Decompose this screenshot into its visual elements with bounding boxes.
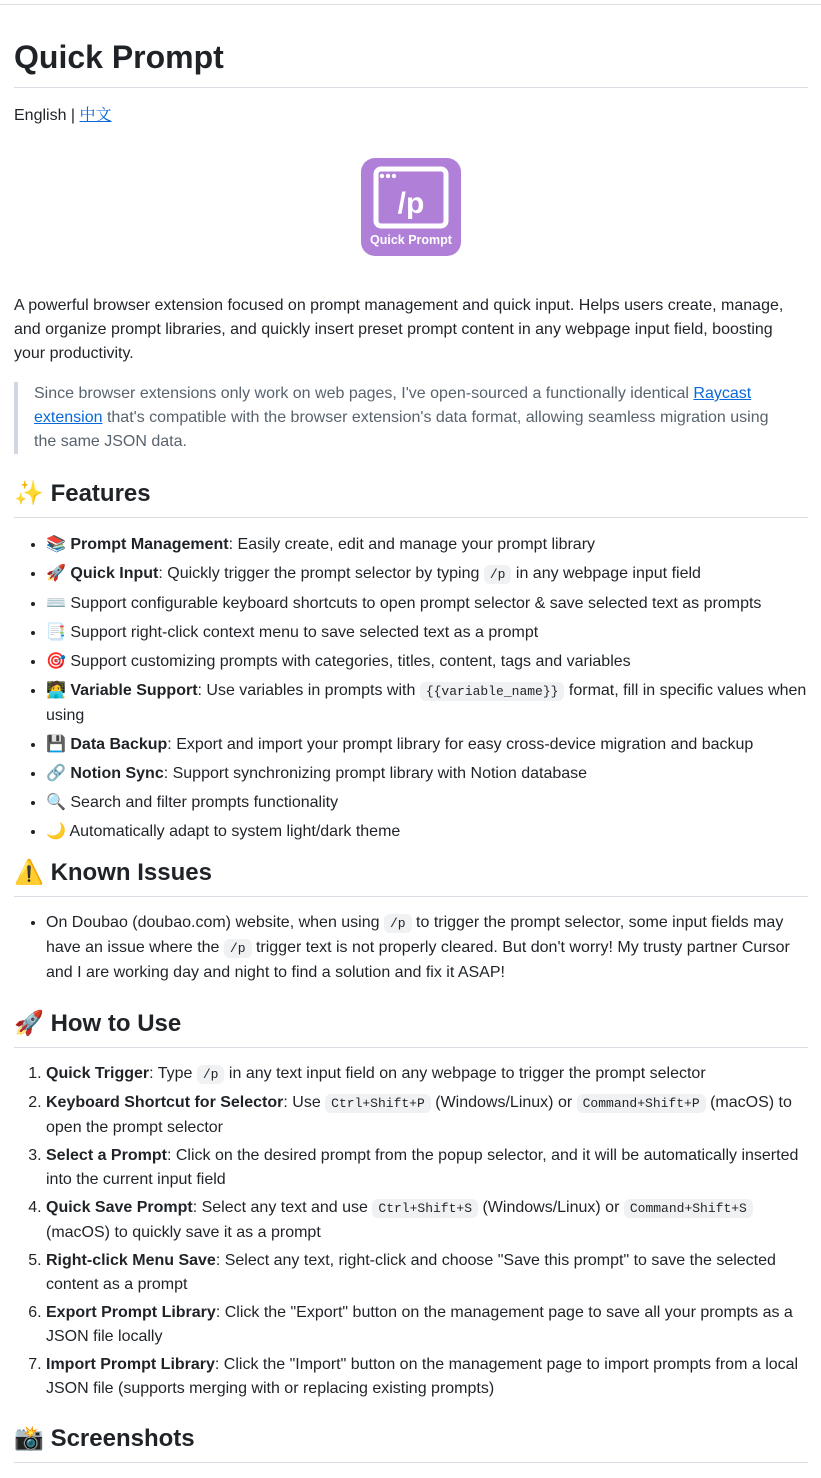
books-icon: 📚 xyxy=(46,534,66,553)
raycast-extension-link[interactable]: Raycast extension xyxy=(34,385,752,426)
top-divider xyxy=(0,4,821,5)
how-to-use-heading-text: How to Use xyxy=(50,1010,182,1037)
bookmark-tabs-icon: 📑 xyxy=(46,622,66,641)
rocket-icon: 🚀 xyxy=(14,1009,44,1037)
description: A powerful browser extension focused on prompt management and quick input. Helps users create, manage, and organize prompt libraries, and quickly insert preset prompt content in any webpage input field, boosting your productivity. xyxy=(14,297,784,362)
list-item: 6. Export Prompt Library: Click the "Export" button on the management page to save all your prompts as a JSON file locally xyxy=(46,1301,808,1349)
magnifier-icon: 🔍 xyxy=(46,792,66,811)
logo-glyph: /p xyxy=(397,187,425,220)
list-item: • ⌨️ Support configurable keyboard shortcuts to open prompt selector & save selected text as prompts xyxy=(46,591,808,616)
lang-separator: | xyxy=(66,107,80,124)
lang-chinese-link[interactable]: 中文 xyxy=(79,107,112,124)
keyboard-icon: ⌨️ xyxy=(46,593,66,612)
how-to-use-heading xyxy=(14,1008,808,1048)
page-title: Quick Prompt xyxy=(14,38,808,88)
sparkles-icon: ✨ xyxy=(14,479,44,507)
list-item: • 🔗 Notion Sync: Support synchronizing prompt library with Notion database xyxy=(46,761,808,786)
list-item: • 🌙 Automatically adapt to system light/dark theme xyxy=(46,819,808,844)
features-heading xyxy=(14,478,808,518)
list-item: • 🚀 Quick Input: Quickly trigger the prompt selector by typing /p in any webpage input field xyxy=(46,561,808,587)
list-item: • 🔍 Search and filter prompts functionality xyxy=(46,790,808,815)
features-list xyxy=(14,532,808,848)
camera-icon: 📸 xyxy=(14,1424,44,1452)
how-to-use-list xyxy=(14,1062,808,1405)
list-item: 3. Select a Prompt: Click on the desired prompt from the popup selector, and it will be automatically inserted into the current input field xyxy=(46,1144,808,1192)
raycast-note xyxy=(14,382,808,454)
rocket-icon: 🚀 xyxy=(46,563,66,582)
crescent-moon-icon: 🌙 xyxy=(46,821,66,840)
floppy-disk-icon: 💾 xyxy=(46,734,66,753)
technologist-icon: 🧑‍💻 xyxy=(46,680,66,699)
list-item: • 🎯 Support customizing prompts with categories, titles, content, tags and variables xyxy=(46,649,808,674)
known-issues-heading xyxy=(14,857,808,897)
list-item: • 💾 Data Backup: Export and import your prompt library for easy cross-device migration and backup xyxy=(46,732,808,757)
note-text-after: that's compatible with the browser extension's data format, allowing seamless migration using the same JSON data. xyxy=(34,409,769,450)
features-heading-text: Features xyxy=(50,480,151,507)
logo-caption: Quick Prompt xyxy=(370,233,452,247)
screenshots-heading-text: Screenshots xyxy=(50,1425,195,1452)
screenshots-heading xyxy=(14,1423,808,1463)
known-issues-list xyxy=(14,911,808,985)
list-item: • On Doubao (doubao.com) website, when using /p to trigger the prompt selector, some input fields may have an issue where the /p trigger text is not properly cleared. But don't worry! My trusty partner Cursor and I are working day and night to find a solution and fix it ASAP! xyxy=(46,911,808,985)
list-item: • 🧑‍💻 Variable Support: Use variables in prompts with {{variable_name}} format, fill in specific values when using xyxy=(46,678,808,728)
target-icon: 🎯 xyxy=(46,651,66,670)
list-item: 2. Keyboard Shortcut for Selector: Use Ctrl+Shift+P (Windows/Linux) or Command+Shift+P (macOS) to open the prompt selector xyxy=(46,1091,808,1140)
language-switcher xyxy=(14,105,112,127)
list-item: 4. Quick Save Prompt: Select any text and use Ctrl+Shift+S (Windows/Linux) or Command+Shift+S (macOS) to quickly save it as a prompt xyxy=(46,1196,808,1245)
known-issues-heading-text: Known Issues xyxy=(50,859,212,886)
quick-prompt-logo xyxy=(361,158,461,256)
list-item: 7. Import Prompt Library: Click the "Import" button on the management page to import prompts from a local JSON file (supports merging with or replacing existing prompts) xyxy=(46,1353,808,1401)
link-icon: 🔗 xyxy=(46,763,66,782)
warning-icon: ⚠️ xyxy=(14,858,44,886)
note-text-before: Since browser extensions only work on web pages, I've open-sourced a functionally identical xyxy=(34,385,694,402)
list-item: 1. Quick Trigger: Type /p in any text input field on any webpage to trigger the prompt selector xyxy=(46,1062,808,1087)
list-item: 5. Right-click Menu Save: Select any text, right-click and choose "Save this prompt" to save the selected content as a prompt xyxy=(46,1249,808,1297)
list-item: • 📑 Support right-click context menu to save selected text as a prompt xyxy=(46,620,808,645)
list-item: • 📚 Prompt Management: Easily create, edit and manage your prompt library xyxy=(46,532,808,557)
lang-english: English xyxy=(14,107,67,124)
